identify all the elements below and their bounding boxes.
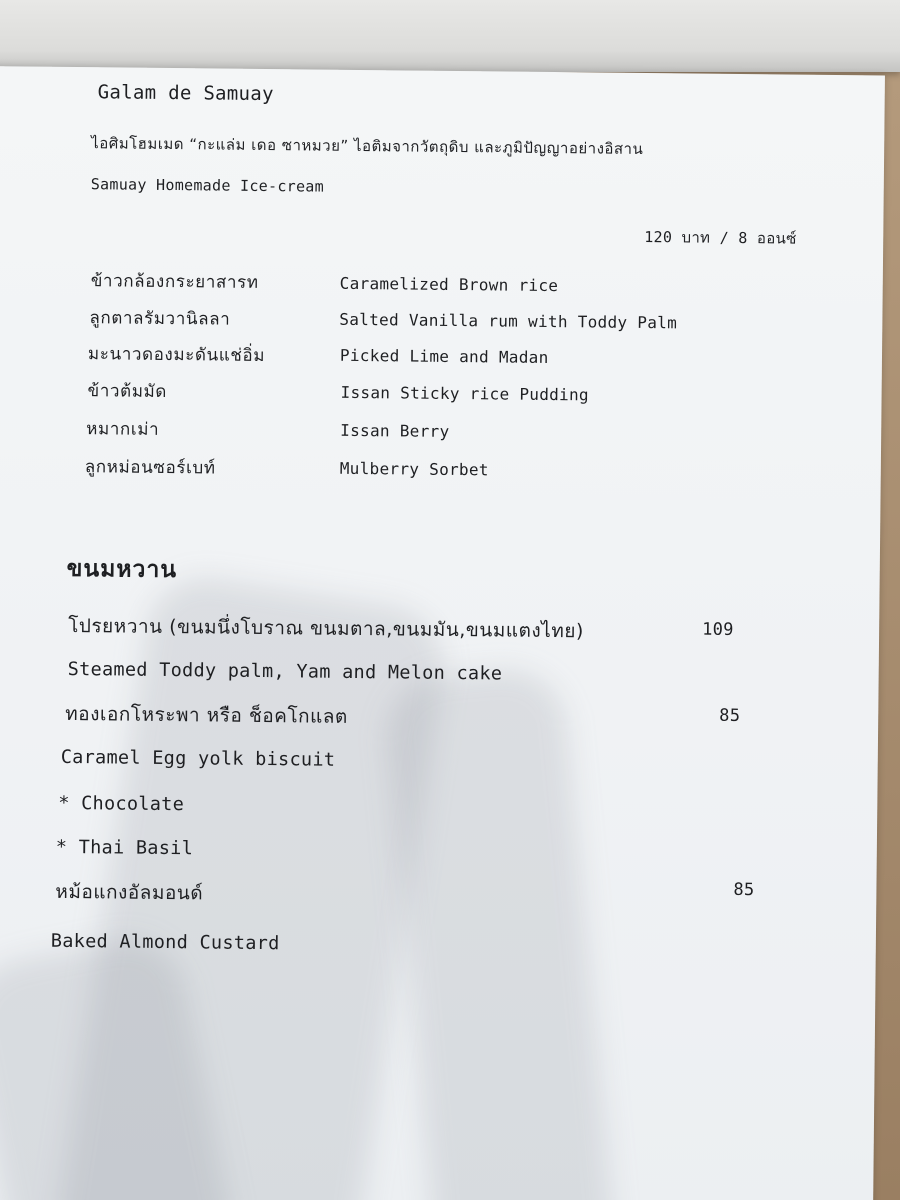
flavor-thai-name: มะนาวดองมะดันแช่อิ่ม	[87, 344, 266, 367]
ice-cream-price: 120 บาท / 8 ออนซ์	[644, 227, 797, 248]
thai-description: ไอศิมโฮมเมด “กะแล่ม เดอ ซาหมวย” ไอติมจากวัตถุดิบ และภูมิปัญญาอย่างอิสาน	[91, 134, 644, 158]
flavor-english-name: Caramelized Brown rice	[339, 273, 559, 296]
menu-page	[0, 66, 885, 1200]
flavor-english-name: Salted Vanilla rum with Toddy Palm	[339, 309, 678, 333]
flavor-thai-name: ลูกตาลรัมวานิลลา	[89, 308, 231, 330]
flavor-english-name: Mulberry Sorbet	[339, 458, 489, 480]
dessert-price: 109	[702, 619, 734, 640]
dessert-price: 85	[733, 879, 755, 901]
hand-shadow	[0, 929, 240, 1200]
dessert-option: * Thai Basil	[55, 836, 194, 860]
hand-shadow	[382, 664, 620, 1200]
desserts-heading: ขนมหวาน	[66, 555, 178, 584]
menu-subtitle: Samuay Homemade Ice-cream	[90, 175, 325, 196]
dessert-english-name: Caramel Egg yolk biscuit	[60, 746, 336, 771]
dessert-option: * Chocolate	[58, 792, 185, 816]
flavor-thai-name: ข้าวกล้องกระยาสารท	[90, 271, 259, 293]
flavor-thai-name: ลูกหม่อนซอร์เบท์	[84, 457, 216, 479]
dessert-english-name: Steamed Toddy palm, Yam and Melon cake	[67, 658, 503, 685]
flavor-english-name: Picked Lime and Madan	[339, 345, 549, 367]
next-page-edge	[0, 0, 900, 72]
dessert-thai-name: โปรยหวาน (ขนมนึ่งโบราณ ขนมตาล,ขนมมัน,ขนมแตงไทย)	[68, 614, 584, 643]
flavor-english-name: Issan Berry	[340, 420, 450, 441]
dessert-english-name: Baked Almond Custard	[50, 930, 280, 955]
dessert-thai-name: หม้อแกงอัลมอนด์	[55, 880, 204, 905]
dessert-price: 85	[719, 705, 741, 726]
menu-title: Galam de Samuay	[97, 81, 274, 106]
flavor-thai-name: หมากเม่า	[86, 419, 160, 440]
dessert-thai-name: ทองเอกโหระพา หรือ ช็อคโกแลต	[65, 702, 348, 728]
flavor-english-name: Issan Sticky rice Pudding	[340, 382, 590, 405]
flavor-thai-name: ข้าวต้มมัด	[87, 381, 168, 402]
